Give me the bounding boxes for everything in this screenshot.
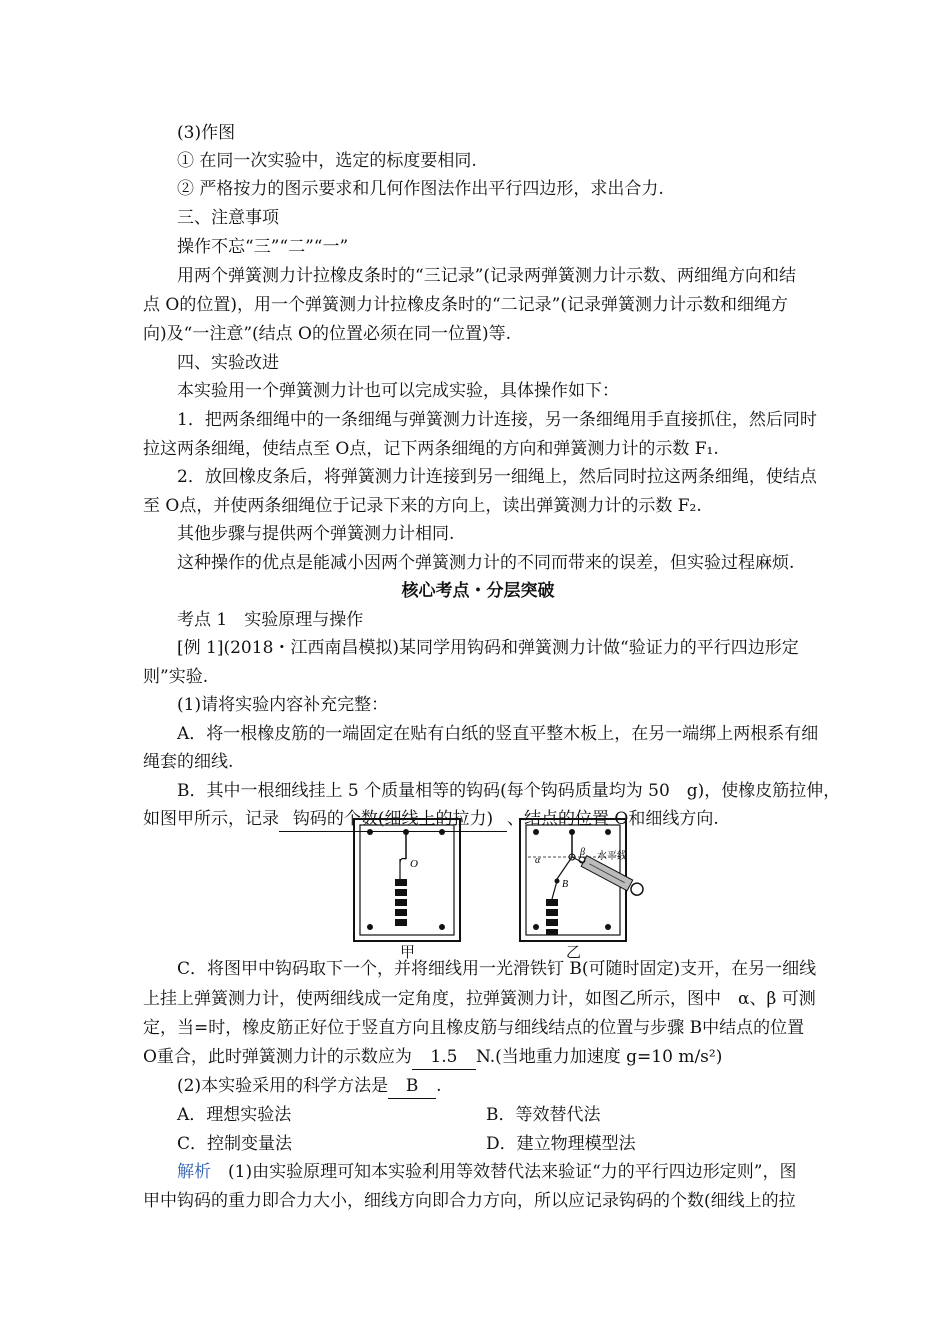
text-line xyxy=(177,1160,796,1184)
experiment-figures xyxy=(352,817,670,961)
text-line: 至 O点，并使两条细绳位于记录下来的方向上，读出弹簧测力计的示数 F₂. xyxy=(143,496,702,516)
figure-yi xyxy=(520,819,645,941)
text-fragment: 如图甲所示，记录 xyxy=(143,809,279,829)
text-line: ② 严格按力的图示要求和几何作图法作出平行四边形，求出合力. xyxy=(177,179,664,199)
text-line: 上挂上弹簧测力计，使两细线成一定角度，拉弹簧测力计，如图乙所示，图中 α、β 可测 xyxy=(143,989,816,1009)
label-b: B xyxy=(562,879,569,890)
section-heading: 三、注意事项 xyxy=(177,208,279,228)
text-line: B．其中一根细线挂上 5 个质量相等的钩码(每个钩码质量均为 50 g)，使橡皮筋拉伸， xyxy=(177,781,841,801)
text-line: 用两个弹簧测力计拉橡皮条时的“三记录”(记录两弹簧测力计示数、两细绳方向和结 xyxy=(177,266,797,286)
figure-caption-yi: 乙 xyxy=(566,943,582,961)
text-line: 拉这两条细绳，使结点至 O点，记下两条细绳的方向和弹簧测力计的示数 F₁. xyxy=(143,439,719,459)
answer-blank: 钩码的个数(细线上的拉力) xyxy=(279,807,507,832)
option-c: C．控制变量法 xyxy=(177,1134,293,1154)
text-line: 定，当=时，橡皮筋正好位于竖直方向且橡皮筋与细线结点的位置与步骤 B中结点的位置 xyxy=(143,1018,805,1038)
topic-heading: 考点 1 实验原理与操作 xyxy=(177,610,364,630)
text-fragment: (2)本实验采用的科学方法是 xyxy=(177,1076,389,1096)
text-line: ① 在同一次实验中，选定的标度要相同. xyxy=(177,151,477,171)
text-line: 2．放回橡皮条后，将弹簧测力计连接到另一细绳上，然后同时拉这两条细绳，使结点 xyxy=(177,467,817,487)
label-horizontal: 水平线 xyxy=(597,851,627,862)
text-line: 点 O的位置)，用一个弹簧测力计拉橡皮条时的“二记录”(记录弹簧测力计示数和细绳方 xyxy=(143,295,788,315)
text-line xyxy=(177,1074,442,1099)
option-d: D．建立物理模型法 xyxy=(486,1134,636,1154)
text-line: A．将一根橡皮筋的一端固定在贴有白纸的竖直平整木板上，在另一端绑上两根系有细 xyxy=(177,724,819,744)
analysis-label: 解析 xyxy=(177,1162,211,1182)
text-fragment: N.(当地重力加速度 g=10 m/s²) xyxy=(475,1047,723,1067)
text-line: 其他步骤与提供两个弹簧测力计相同. xyxy=(177,524,455,544)
text-line: 1．把两条细绳中的一条细绳与弹簧测力计连接，另一条细绳用手直接抓住，然后同时 xyxy=(177,410,817,430)
text-line: 这种操作的优点是能减小因两个弹簧测力计的不同而带来的误差，但实验过程麻烦. xyxy=(177,553,795,573)
text-fragment: . xyxy=(436,1076,442,1096)
figure-jia xyxy=(354,819,460,941)
text-line: 向)及“一注意”(结点 O的位置必须在同一位置)等. xyxy=(143,324,512,344)
option-b: B．等效替代法 xyxy=(486,1105,601,1125)
text-fragment: (1)由实验原理可知本实验利用等效替代法来验证“力的平行四边形定则”，图 xyxy=(228,1162,797,1182)
option-a: A．理想实验法 xyxy=(177,1105,292,1125)
text-line: (1)请将实验内容补充完整： xyxy=(177,695,389,715)
text-line: 操作不忘“三”“二”“一” xyxy=(177,237,349,257)
answer-blank: B xyxy=(388,1074,436,1099)
label-alpha: α xyxy=(535,855,541,866)
text-fragment: 、结点的位置 O和细线方向. xyxy=(507,809,719,829)
text-line xyxy=(143,1045,722,1070)
text-line: (3)作图 xyxy=(177,123,236,143)
figure-caption-jia: 甲 xyxy=(400,943,416,961)
section-title: 核心考点・分层突破 xyxy=(401,581,555,601)
text-line: 绳套的细线. xyxy=(143,752,234,772)
text-fragment: O重合，此时弹簧测力计的示数应为 xyxy=(143,1047,412,1067)
label-beta: β xyxy=(580,847,585,858)
figure-diagram xyxy=(352,817,670,957)
text-line: 甲中钩码的重力即合力大小，细线方向即合力方向，所以应记录钩码的个数(细线上的拉 xyxy=(143,1191,796,1211)
label-o: O xyxy=(410,858,418,870)
text-line: 本实验用一个弹簧测力计也可以完成实验，具体操作如下： xyxy=(177,381,619,401)
text-line: C．将图甲中钩码取下一个，并将细线用一光滑铁钉 B(可随时固定)支开，在另一细线 xyxy=(177,959,817,979)
text-line: [例 1](2018・江西南昌模拟)某同学用钩码和弹簧测力计做“验证力的平行四边形定 xyxy=(177,638,799,658)
answer-blank: 1.5 xyxy=(412,1045,476,1070)
section-heading: 四、实验改进 xyxy=(177,353,279,373)
text-line: 则”实验. xyxy=(143,667,209,687)
